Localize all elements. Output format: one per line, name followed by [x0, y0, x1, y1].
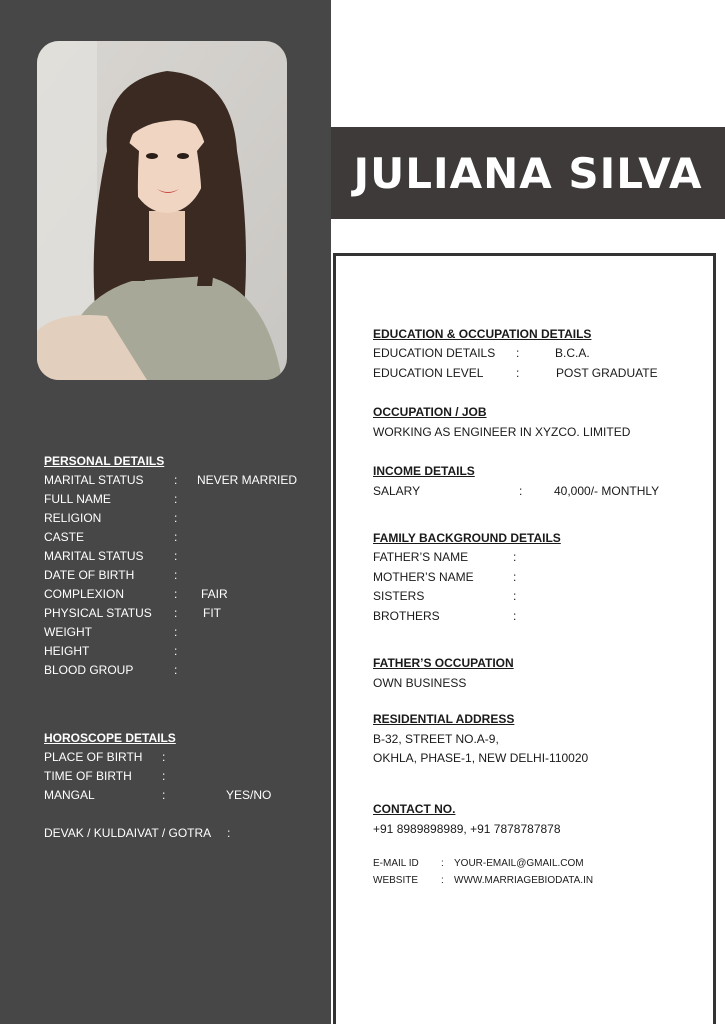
gotra-label: DEVAK / KULDAIVAT / GOTRA: [44, 826, 212, 840]
colon: :: [162, 750, 166, 764]
family-label: BROTHERS: [373, 609, 440, 623]
education-value: POST GRADUATE: [556, 366, 658, 380]
contact-heading: CONTACT NO.: [373, 802, 456, 816]
personal-details-heading: PERSONAL DETAILS: [44, 454, 165, 468]
personal-label: MARITAL STATUS: [44, 473, 144, 487]
address-heading: RESIDENTIAL ADDRESS: [373, 712, 515, 726]
email-value: YOUR-EMAIL@GMAIL.COM: [454, 858, 584, 869]
colon: :: [516, 346, 520, 360]
colon: :: [174, 606, 178, 620]
horoscope-label: MANGAL: [44, 788, 95, 802]
colon: :: [513, 570, 517, 584]
personal-label: MARITAL STATUS: [44, 549, 144, 563]
colon: :: [174, 473, 178, 487]
colon: :: [513, 609, 517, 623]
personal-label: FULL NAME: [44, 492, 111, 506]
income-heading: INCOME DETAILS: [373, 464, 475, 478]
colon: :: [162, 788, 166, 802]
personal-label: DATE OF BIRTH: [44, 568, 135, 582]
family-heading: FAMILY BACKGROUND DETAILS: [373, 531, 561, 545]
father-occupation-text: OWN BUSINESS: [373, 676, 467, 690]
personal-label: COMPLEXION: [44, 587, 125, 601]
colon: :: [174, 663, 178, 677]
personal-value: FIT: [203, 606, 221, 620]
horoscope-label: PLACE OF BIRTH: [44, 750, 143, 764]
colon: :: [441, 875, 444, 886]
colon: :: [513, 550, 517, 564]
email-label: E-MAIL ID: [373, 858, 419, 869]
colon: :: [516, 366, 520, 380]
horoscope-value: YES/NO: [226, 788, 272, 802]
personal-value: FAIR: [201, 587, 228, 601]
income-label: SALARY: [373, 484, 421, 498]
personal-label: BLOOD GROUP: [44, 663, 134, 677]
website-value: WWW.MARRIAGEBIODATA.IN: [454, 875, 594, 886]
colon: :: [174, 549, 178, 563]
occupation-text: WORKING AS ENGINEER IN XYZCO. LIMITED: [373, 425, 631, 439]
colon: :: [174, 587, 178, 601]
personal-label: PHYSICAL STATUS: [44, 606, 152, 620]
contact-phones: +91 8989898989, +91 7878787878: [373, 822, 561, 836]
occupation-heading: OCCUPATION / JOB: [373, 405, 487, 419]
colon: :: [174, 644, 178, 658]
candidate-name: JULIANA SILVA: [353, 148, 703, 198]
colon: :: [174, 625, 178, 639]
income-value: 40,000/- MONTHLY: [554, 484, 660, 498]
address-line-1: B-32, STREET NO.A-9,: [373, 732, 499, 746]
education-label: EDUCATION LEVEL: [373, 366, 484, 380]
personal-value: NEVER MARRIED: [197, 473, 298, 487]
colon: :: [174, 568, 178, 582]
colon: :: [519, 484, 523, 498]
colon: :: [513, 589, 517, 603]
education-label: EDUCATION DETAILS: [373, 346, 496, 360]
colon: :: [441, 858, 444, 869]
family-label: SISTERS: [373, 589, 425, 603]
personal-label: WEIGHT: [44, 625, 92, 639]
personal-label: RELIGION: [44, 511, 102, 525]
website-label: WEBSITE: [373, 875, 419, 886]
colon: :: [227, 826, 231, 840]
colon: :: [174, 511, 178, 525]
education-heading: EDUCATION & OCCUPATION DETAILS: [373, 327, 592, 341]
personal-label: CASTE: [44, 530, 85, 544]
father-occupation-heading: FATHER’S OCCUPATION: [373, 656, 514, 670]
name-banner: [331, 127, 725, 219]
education-value: B.C.A.: [555, 346, 590, 360]
personal-label: HEIGHT: [44, 644, 90, 658]
family-label: MOTHER’S NAME: [373, 570, 474, 584]
horoscope-details-heading: HOROSCOPE DETAILS: [44, 731, 176, 745]
address-line-2: OKHLA, PHASE-1, NEW DELHI-110020: [373, 751, 589, 765]
colon: :: [162, 769, 166, 783]
profile-photo: [37, 41, 287, 380]
colon: :: [174, 530, 178, 544]
horoscope-label: TIME OF BIRTH: [44, 769, 132, 783]
colon: :: [174, 492, 178, 506]
family-label: FATHER’S NAME: [373, 550, 469, 564]
